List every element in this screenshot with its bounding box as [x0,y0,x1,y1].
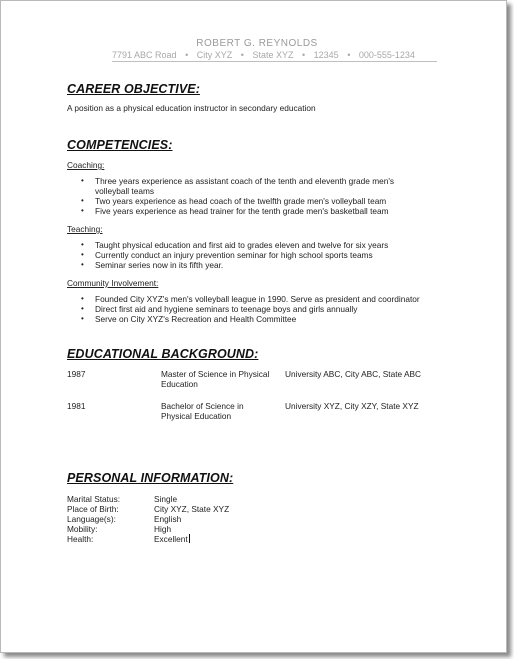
resume-name: ROBERT G. REYNOLDS [196,38,318,49]
list-item: • Taught physical education and first aid to grades eleven and twelve for six years [95,240,447,250]
personal-value: High [154,524,172,534]
address-city: City XYZ [196,50,233,60]
career-objective-text: A position as a physical education instructor in secondary education [67,103,316,113]
list-item: • Five years experience as head trainer for the tenth grade men's basketball team [95,206,447,216]
health-value-text: Excellent [154,534,188,544]
list-item: • Serve on City XYZ's Recreation and Health Committee [95,314,447,324]
list-item: • Three years experience as assistant coach of the tenth and eleventh grade men's volleyball teams [95,176,400,196]
education-degree: Master of Science in Physical Education [161,369,270,389]
personal-label: Mobility: [67,524,98,534]
section-personal [67,471,447,544]
section-title-personal: PERSONAL INFORMATION: [67,471,234,485]
community-list [67,294,447,324]
address-separator: • [240,50,244,60]
address-phone: 000-555-1234 [358,50,415,60]
subheading-community: Community Involvement: [67,278,159,288]
personal-row [67,524,447,534]
section-education [67,347,457,433]
address-zip: 12345 [313,50,339,60]
address-line [112,50,437,62]
personal-row [67,534,447,544]
personal-label: Marital Status: [67,494,121,504]
resume [67,38,447,544]
list-item: • Two years experience as head coach of the twelfth grade men's volleyball team [95,196,447,206]
list-item: • Seminar series now in its fifth year. [95,260,447,270]
section-career [67,82,447,113]
text-cursor [189,534,190,543]
subheading-teaching: Teaching: [67,224,103,234]
address-separator: • [185,50,189,60]
personal-label: Health: [67,534,94,544]
personal-value: City XYZ, State XYZ [154,504,230,514]
personal-label: Language(s): [67,514,116,524]
personal-row [67,514,447,524]
education-degree: Bachelor of Science in Physical Education [161,401,244,421]
address-separator: • [301,50,306,60]
personal-value [154,534,190,544]
subheading-coaching: Coaching: [67,160,105,170]
education-school: University ABC, City ABC, State ABC [285,369,422,379]
list-item: • Currently conduct an injury prevention seminar for high school sports teams [95,250,447,260]
personal-row [67,504,447,514]
education-row [67,369,457,401]
list-item: • Direct first aid and hygiene seminars to teenage boys and girls annually [95,304,447,314]
section-title-education: EDUCATIONAL BACKGROUND: [67,347,259,361]
address-street: 7791 ABC Road [112,50,177,60]
education-year: 1981 [67,401,86,411]
section-title-competencies: COMPETENCIES: [67,138,173,152]
education-year: 1987 [67,369,86,379]
teaching-list [67,240,447,270]
education-row [67,401,457,433]
personal-value: English [154,514,182,524]
section-competencies [67,138,447,324]
personal-label: Place of Birth: [67,504,119,514]
coaching-list [67,176,447,216]
section-title-career: CAREER OBJECTIVE: [67,82,200,96]
education-school: University XYZ, City XZY, State XYZ [285,401,419,411]
personal-value: Single [154,494,178,504]
address-state: State XYZ [252,50,294,60]
list-item: • Founded City XYZ's men's volleyball league in 1990. Serve as president and coordinator [95,294,447,304]
address-separator: • [347,50,351,60]
personal-row [67,494,447,504]
